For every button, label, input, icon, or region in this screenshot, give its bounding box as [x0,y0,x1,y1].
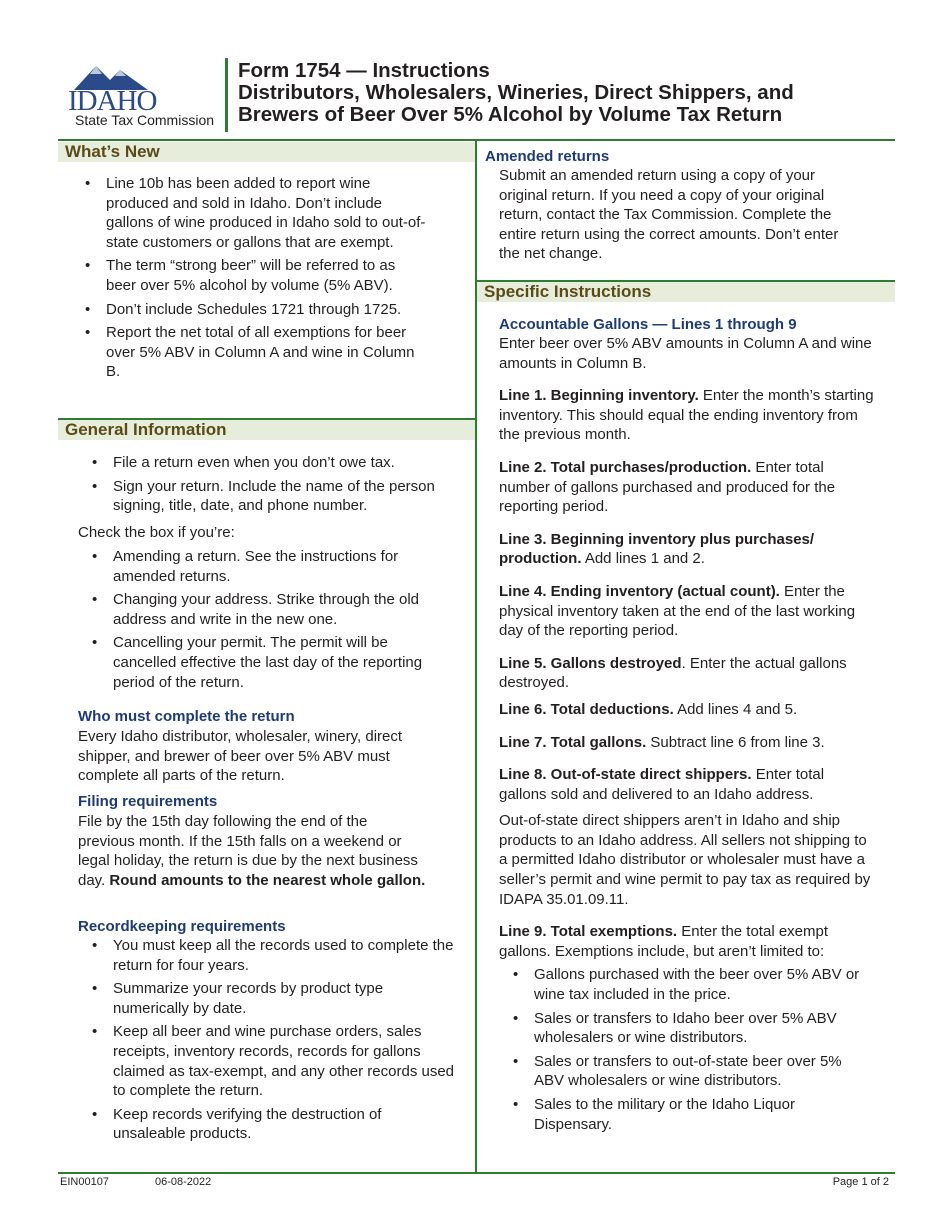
list-item: • Summarize your records by product type numerically by date. [85,979,455,1018]
line-6-label: Line 6. Total deductions. [499,700,674,718]
form-title [238,60,794,126]
idaho-logo [60,62,222,132]
line-1-label: Line 1. Beginning inventory. [499,387,699,405]
form-code: EIN00107 [60,1176,109,1188]
line-5-label: Line 5. Gallons destroyed [499,654,682,672]
line-9-text: Enter the total exempt gallons. Exemptions include, but aren’t limited to: [499,923,829,960]
line-1 [499,386,874,445]
list-item: • Sales or transfers to Idaho beer over 5% ABV wholesalers or wine distributors. [506,1009,874,1048]
line-4-label: Line 4. Ending inventory (actual count). [499,582,780,600]
line-1-text: Enter the month’s starting inventory. This should equal the ending inventory from the previous month. [499,387,874,444]
line-4-text: Enter the physical inventory taken at the end of the last working day of the reporting period. [499,582,856,640]
list-item: • Cancelling your permit. The permit will be cancelled effective the last day of the reporting period of the return. [85,633,455,692]
form-title-line-3: Brewers of Beer Over 5% Alcohol by Volume Tax Return [238,103,783,126]
agency-name: State Tax Commission [75,112,215,128]
list-item: • Gallons purchased with the beer over 5% ABV or wine tax included in the price. [506,965,874,1004]
list-item: • Keep all beer and wine purchase orders, sales receipts, inventory records, records for gallons claimed as tax-exempt, and any other records used to complete the return. [85,1022,455,1100]
form-date: 06-08-2022 [155,1176,212,1188]
line-8-text: Enter total gallons sold and delivered to an Idaho address. [499,766,825,803]
filing-round-note: Round amounts to the nearest whole gallon. [109,871,426,889]
line-8-label: Line 8. Out-of-state direct shippers. [499,766,752,784]
amended-text: Submit an amended return using a copy of your original return. If you need a copy of your original return, contact the Tax Commission. Complete the entire return using the correct amounts. Don’t enter the net change. [499,167,839,263]
line-7 [499,733,874,753]
amended-heading: Amended returns [485,148,610,165]
list-item: • File a return even when you don’t owe tax. [85,453,455,473]
list-item: • Report the net total of all exemptions for beer over 5% ABV in Column A and wine in Column B. [78,323,428,382]
specific-lines [499,334,874,1138]
list-item: • You must keep all the records used to complete the return for four years. [85,936,455,975]
line-2-text: Enter total number of gallons purchased and produced for the reporting period. [499,458,836,516]
line-6-text: Add lines 4 and 5. [673,700,798,718]
general-info-list [85,453,455,520]
general-info-heading: General Information [58,420,475,440]
bottom-rule [58,1172,895,1174]
form-title-line-2: Distributors, Wholesalers, Wineries, Direct Shippers, and [238,81,794,104]
recordkeeping-list [85,936,455,1148]
list-item: • Amending a return. See the instructions for amended returns. [85,547,455,586]
filing-text [78,812,428,890]
filing-heading: Filing requirements [78,793,218,810]
list-item: • Sales to the military or the Idaho Liquor Dispensary. [506,1095,874,1134]
mountain-logo-icon [60,62,222,112]
line-2 [499,458,874,517]
line-9-label: Line 9. Total exemptions. [499,923,678,941]
list-item: • Sales or transfers to out-of-state beer over 5% ABV wholesalers or wine distributors. [506,1052,874,1091]
recordkeeping-heading: Recordkeeping requirements [78,918,286,935]
direct-shippers-note: Out-of-state direct shippers aren’t in Idaho and ship products to an Idaho address. All sellers not shipping to a permitted Idaho distributor or wholesaler must have a seller’s permit and wine permit to pay tax as required by IDAPA 35.01.09.11. [499,812,871,908]
check-box-list [85,547,455,696]
accountable-text: Enter beer over 5% ABV amounts in Column A and wine amounts in Column B. [499,335,872,372]
filing-body: File by the 15th day following the end of the previous month. If the 15th falls on a weekend or legal holiday, the return is due by the next business day. [78,813,418,889]
line-9 [499,922,874,961]
page-number: Page 1 of 2 [832,1176,889,1188]
list-item: • Sign your return. Include the name of the person signing, title, date, and phone number. [85,477,455,516]
whats-new-heading: What’s New [58,142,475,162]
list-item: • The term “strong beer” will be referred to as beer over 5% alcohol by volume (5% ABV). [78,256,428,295]
line-3 [499,530,874,569]
check-box-label: Check the box if you’re: [78,524,235,541]
line-7-text: Subtract line 6 from line 3. [646,733,825,751]
idaho-wordmark: IDAHO [68,85,157,112]
line-7-label: Line 7. Total gallons. [499,733,647,751]
exemptions-list [506,965,874,1134]
who-must-heading: Who must complete the return [78,708,295,725]
list-item: • Changing your address. Strike through the old address and write in the new one. [85,590,455,629]
who-must-text: Every Idaho distributor, wholesaler, winery, direct shipper, and brewer of beer over 5% ABV must complete all parts of the return. [78,728,403,785]
list-item: • Line 10b has been added to report wine produced and sold in Idaho. Don’t include gallons of wine produced in Idaho sold to out-of-state customers or gallons that are exempt. [78,174,428,252]
list-item: • Don’t include Schedules 1721 through 1725. [78,300,428,320]
line-2-label: Line 2. Total purchases/production. [499,458,752,476]
line-5-text: . Enter the actual gallons destroyed. [499,654,847,692]
line-3-label: Line 3. Beginning inventory plus purchases/ production. [499,530,815,568]
specific-instructions-heading: Specific Instructions [477,282,895,302]
line-5 [499,654,874,693]
header-divider [225,58,228,132]
list-item: • Keep records verifying the destruction of unsaleable products. [85,1105,455,1144]
accountable-gallons-heading: Accountable Gallons — Lines 1 through 9 [499,316,797,333]
whats-new-list [78,174,428,386]
line-4 [499,582,874,641]
line-6 [499,700,874,720]
line-3-text: Add lines 1 and 2. [581,550,705,568]
line-8 [499,765,874,804]
form-title-line-1: Form 1754 — Instructions [238,59,490,82]
